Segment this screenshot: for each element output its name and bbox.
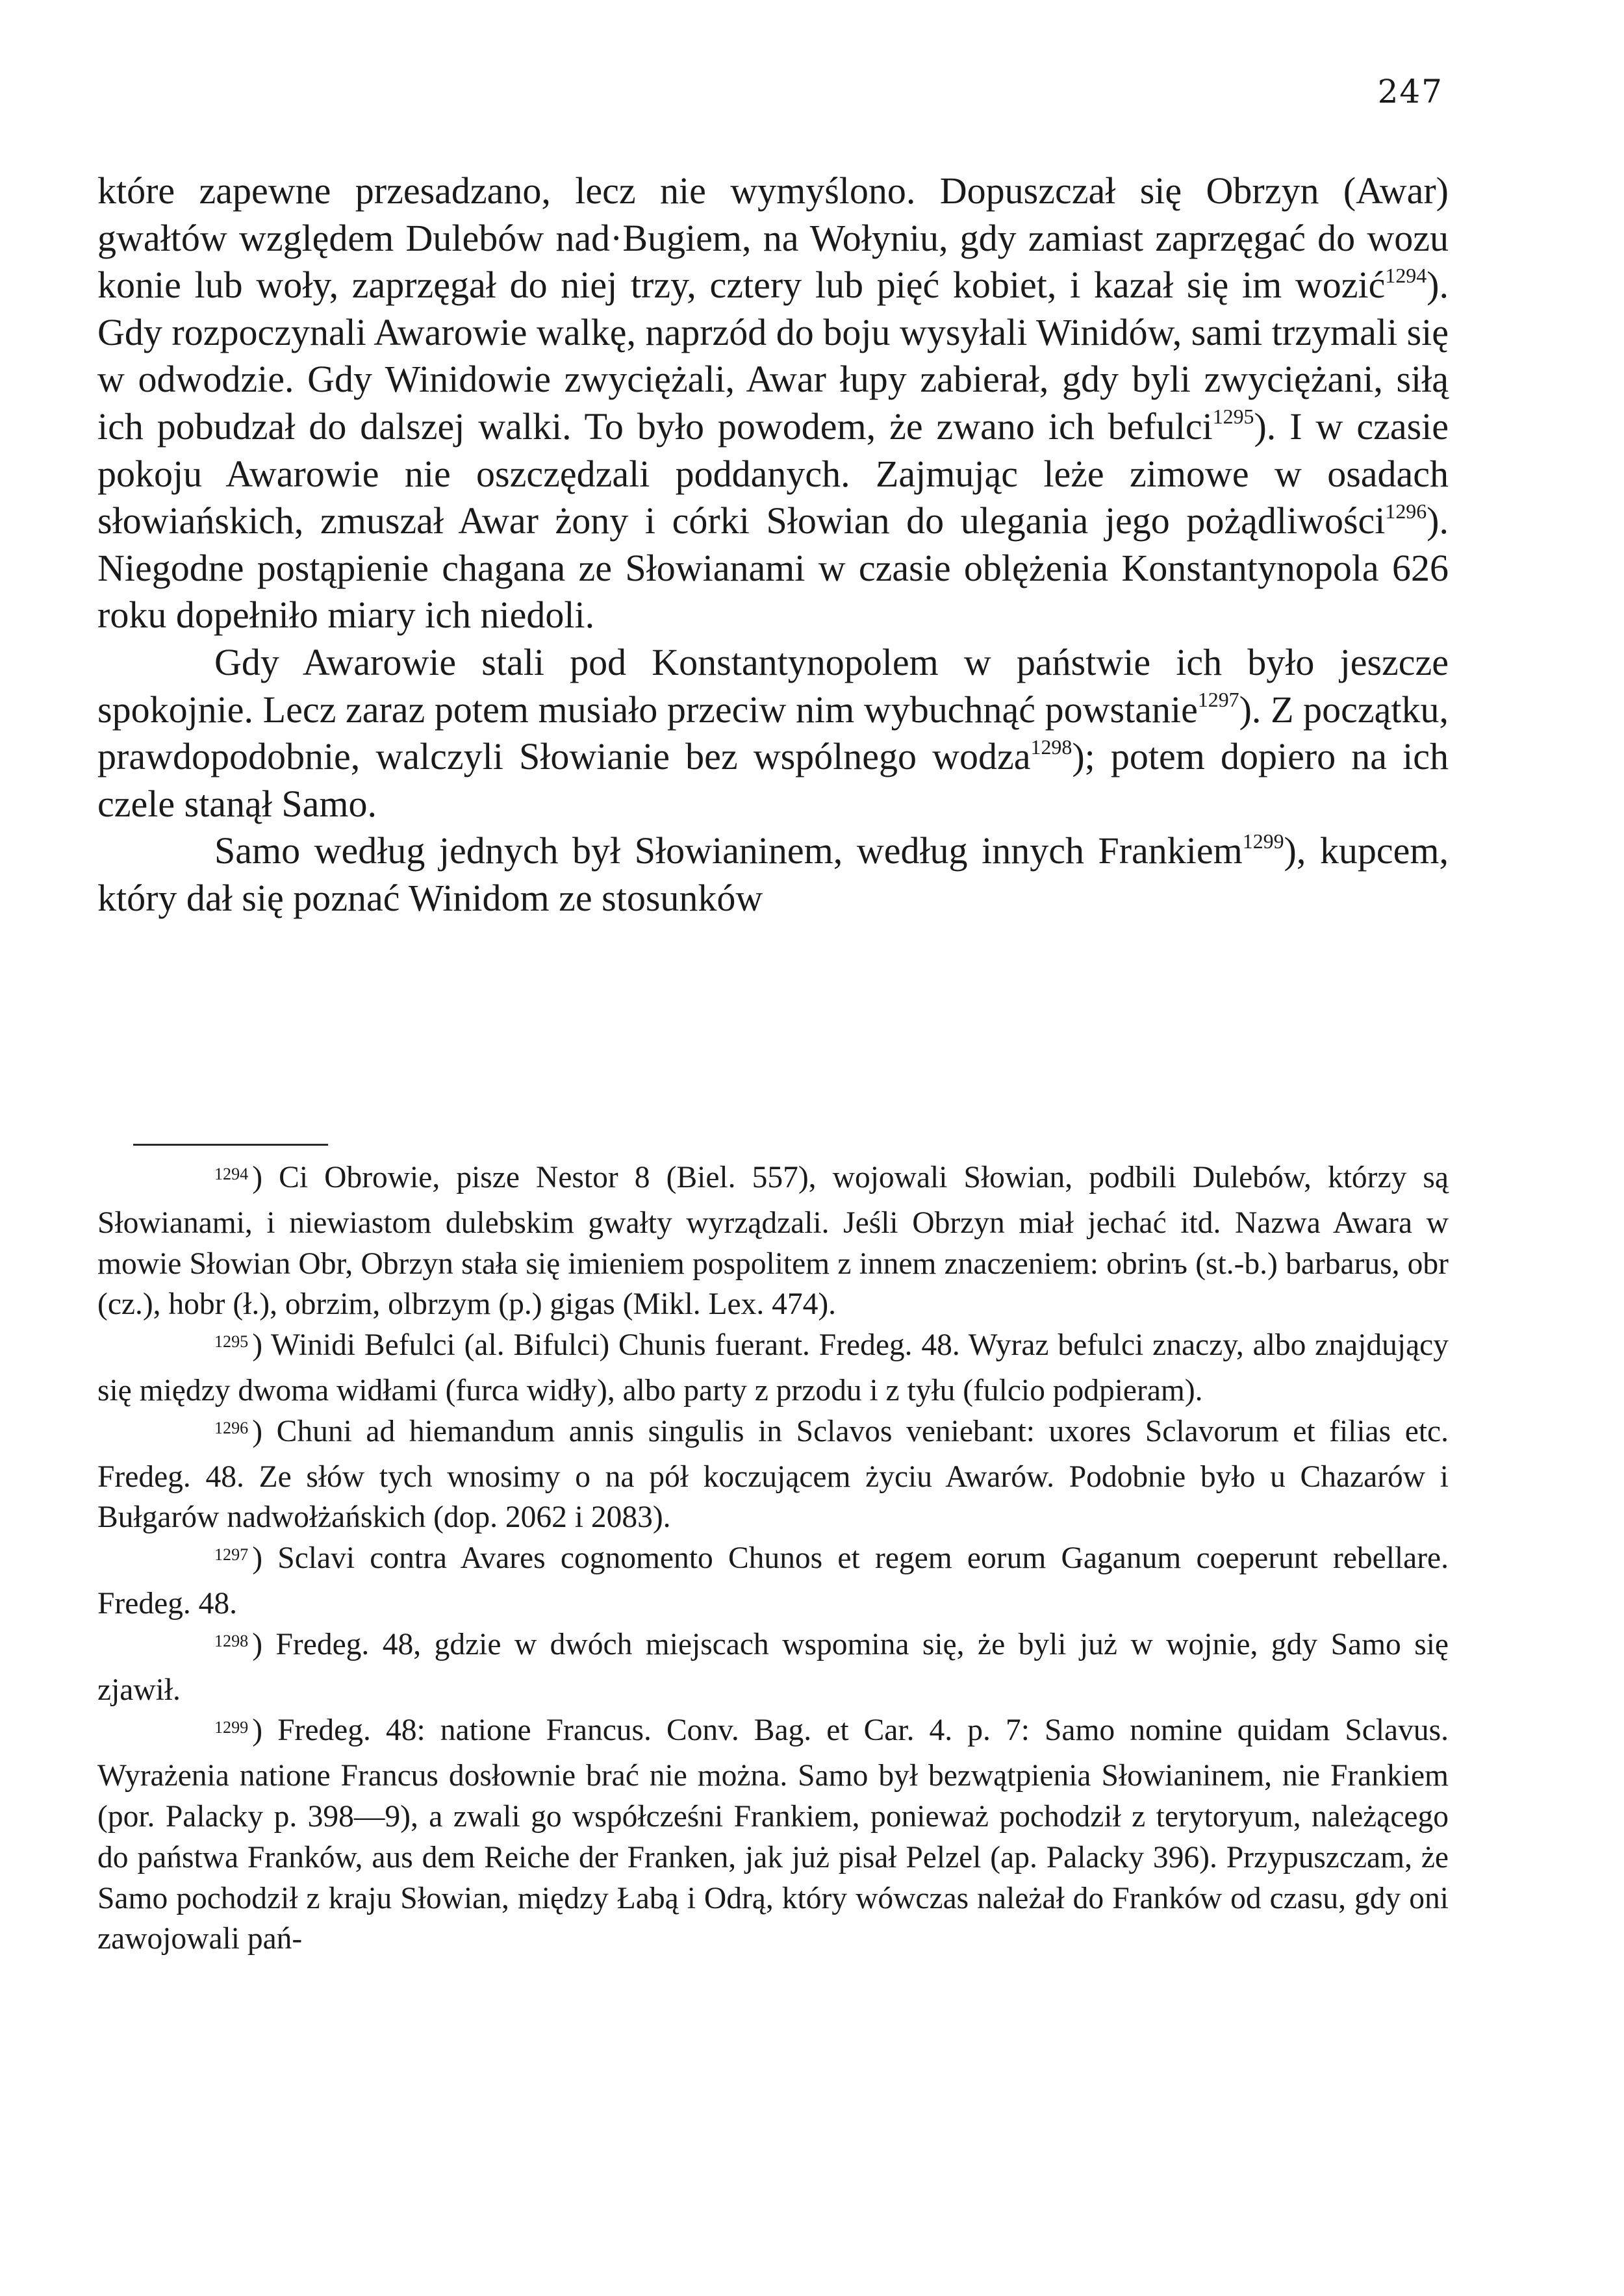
paragraph-3 [97, 827, 1449, 922]
main-text [97, 168, 1449, 922]
footnote-mark: 1299 [214, 1717, 249, 1737]
footnote-text: ) Fredeg. 48: natione Francus. Conv. Bag. et Car. 4. p. 7: Samo nomine quidam Sclavus. Wyrażenia natione Francus dosłownie brać nie można. Samo był bezwątpienia Słowianinem, nie Frankiem (por. Palacky p. 398—9), a zwali go współcześni Frankiem, ponieważ pochodził z terytoryum, należącego do państwa Franków, aus dem Reiche der Franken, jak już pisał Pelzel (ap. Palacky 396). Przypuszczam, że Samo pochodził z kraju Słowian, między Łabą i Odrą, który wówczas należał do Franków od czasu, gdy oni zawojowali pań- [97, 1713, 1449, 1956]
footnote-1296 [97, 1411, 1449, 1538]
footnote-mark: 1296 [214, 1419, 249, 1438]
footnote-ref-1296: 1296 [1385, 499, 1427, 523]
footnote-mark: 1297 [214, 1545, 249, 1565]
footnote-mark: 1298 [214, 1632, 249, 1651]
footnote-mark: 1294 [214, 1165, 249, 1184]
footnote-divider [133, 1144, 328, 1146]
page-number: 247 [1377, 73, 1443, 110]
footnote-text: ) Sclavi contra Avares cognomento Chunos et regem eorum Gaganum coeperunt rebellare. Fredeg. 48. [97, 1541, 1449, 1621]
text-segment: ), kupcem, który dał się poznać Winidom ze stosunków [97, 829, 1449, 919]
footnote-ref-1295: 1295 [1212, 405, 1254, 429]
footnote-1297 [97, 1538, 1449, 1624]
footnote-ref-1299: 1299 [1242, 829, 1284, 853]
footnote-ref-1294: 1294 [1385, 264, 1427, 287]
footnote-text: ) Chuni ad hiemandum annis singulis in Sclavos veniebant: uxores Sclavorum et filias etc. Fredeg. 48. Ze słów tych wnosimy o na pół koczującem życiu Awarów. Podobnie było u Chazarów i Bułgarów nadwołżańskich (dop. 2062 i 2083). [97, 1414, 1449, 1535]
paragraph-2 [97, 639, 1449, 827]
footnote-1299 [97, 1710, 1449, 1960]
text-segment: ). Niegodne postąpienie chagana ze Słowianami w czasie oblężenia Konstantynopola 626 roku dopełniło miary ich niedoli. [97, 499, 1449, 637]
text-segment: ). Z początku, prawdopodobnie, walczyli Słowianie bez wspólnego wodza [97, 688, 1449, 778]
text-segment: Gdy Awarowie stali pod Konstantynopolem w państwie ich było jeszcze spokojnie. Lecz zaraz potem musiało przeciw nim wybuchnąć powstanie [97, 640, 1449, 731]
footnote-text: ) Winidi Befulci (al. Bifulci) Chunis fuerant. Fredeg. 48. Wyraz befulci znaczy, albo znajdujący się między dwoma widłami (furca widły), albo party z przodu i z tyłu (fulcio podpieram). [97, 1328, 1449, 1407]
footnote-1295 [97, 1325, 1449, 1411]
footnotes [97, 1157, 1449, 1960]
footnote-1298 [97, 1624, 1449, 1711]
text-segment: ). Gdy rozpoczynali Awarowie walkę, naprzód do boju wysyłali Winidów, sami trzymali się w odwodzie. Gdy Winidowie zwyciężali, Awar łupy zabierał, gdy byli zwyciężani, siłą ich pobudzał do dalszej walki. To było powodem, że zwano ich befulci [97, 264, 1449, 448]
paragraph-1 [97, 168, 1449, 639]
text-segment: Samo według jednych był Słowianinem, według innych Frankiem [214, 829, 1243, 872]
text-segment: ); potem dopiero na ich czele stanął Samo. [97, 735, 1449, 825]
footnote-ref-1297: 1297 [1197, 688, 1239, 712]
footnote-text: ) Fredeg. 48, gdzie w dwóch miejscach wspomina się, że byli już w wojnie, gdy Samo się zjawił. [97, 1627, 1449, 1707]
footnote-mark: 1295 [214, 1332, 249, 1352]
footnote-ref-1298: 1298 [1030, 735, 1072, 759]
footnote-1294 [97, 1157, 1449, 1325]
footnote-text: ) Ci Obrowie, pisze Nestor 8 (Biel. 557), wojowali Słowian, podbili Dulebów, którzy są Słowianami, i niewiastom dulebskim gwałty wyrządzali. Jeśli Obrzyn miał jechać itd. Nazwa Awara w mowie Słowian Obr, Obrzyn stała się imieniem pospolitem z innem znaczeniem: obrinъ (st.-b.) barbarus, obr (cz.), hobr (ł.), obrzim, olbrzym (p.) gigas (Mikl. Lex. 474). [97, 1161, 1449, 1322]
text-segment: ). I w czasie pokoju Awarowie nie oszczędzali poddanych. Zajmując leże zimowe w osadach słowiańskich, zmuszał Awar żony i córki Słowian do ulegania jego pożądliwości [97, 405, 1449, 542]
text-segment: które zapewne przesadzano, lecz nie wymyślono. Dopuszczał się Obrzyn (Awar) gwałtów względem Dulebów nad·Bugiem, na Wołyniu, gdy zamiast zaprzęgać do wozu konie lub woły, zaprzęgał do niej trzy, cztery lub pięć kobiet, i kazał się im wozić [97, 170, 1449, 307]
